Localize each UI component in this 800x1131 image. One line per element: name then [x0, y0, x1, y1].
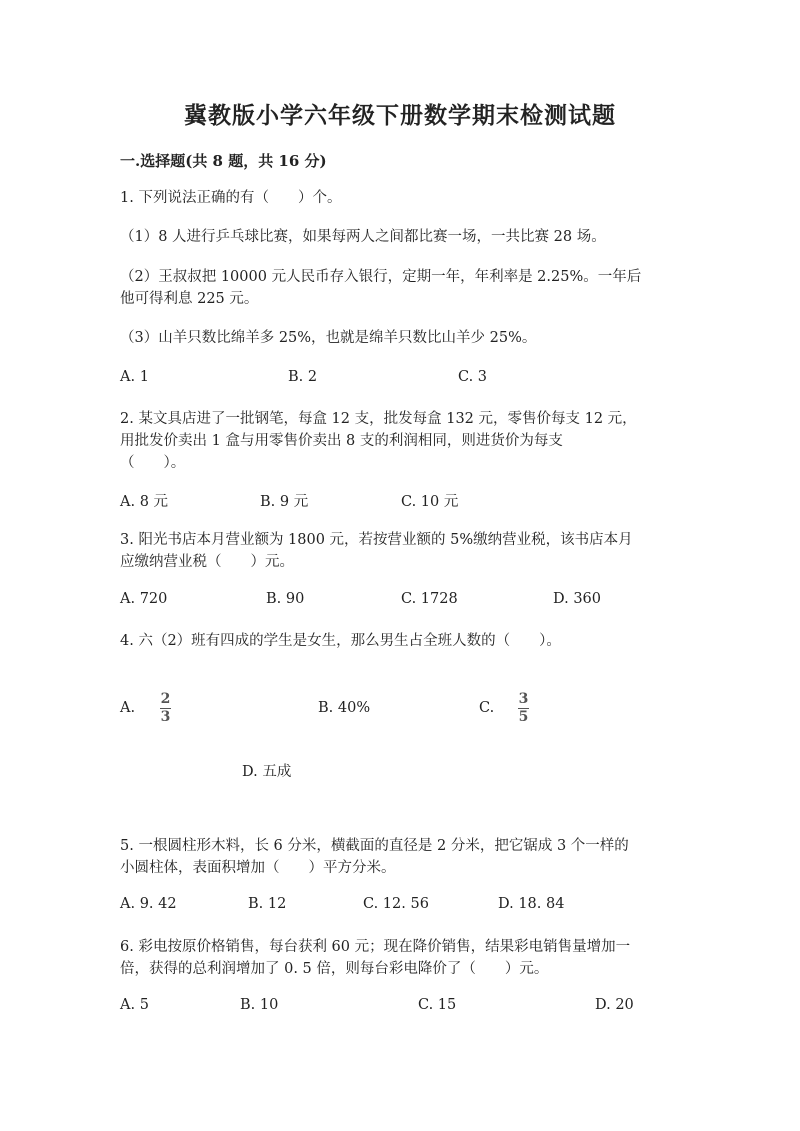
- question-6-option-a[interactable]: A. 5: [120, 997, 149, 1013]
- question-3-line-1: 3. 阳光书店本月营业额为 1800 元，若按营业额的 5%缴纳营业税，该书店本月: [120, 532, 633, 548]
- question-4-stem: 4. 六（2）班有四成的学生是女生，那么男生占全班人数的（ ）。: [120, 633, 561, 649]
- question-4-option-b[interactable]: B. 40%: [318, 700, 371, 716]
- question-3-option-c[interactable]: C. 1728: [401, 591, 458, 607]
- question-1-statement-3: （3）山羊只数比绵羊多 25%，也就是绵羊只数比山羊少 25%。: [120, 330, 537, 346]
- question-3-option-b[interactable]: B. 90: [266, 591, 305, 607]
- question-6-line-1: 6. 彩电按原价格销售，每台获利 60 元；现在降价销售，结果彩电销售量增加一: [120, 939, 631, 955]
- question-4-option-a-fraction: [160, 692, 171, 725]
- question-3-option-d[interactable]: D. 360: [553, 591, 602, 607]
- section-heading: 一.选择题(共 8 题，共 16 分): [120, 152, 327, 170]
- question-1-option-c[interactable]: C. 3: [458, 369, 488, 385]
- question-1-option-a[interactable]: A. 1: [120, 369, 149, 385]
- question-6-option-b[interactable]: B. 10: [240, 997, 279, 1013]
- fraction-denominator: 5: [518, 709, 529, 725]
- question-1-stem: 1. 下列说法正确的有（ ）个。: [120, 190, 342, 206]
- question-1-statement-2-line-1: （2）王叔叔把 10000 元人民币存入银行，定期一年，年利率是 2.25%。一年后: [120, 269, 642, 285]
- page-title: 冀教版小学六年级下册数学期末检测试题: [184, 102, 616, 129]
- question-5-option-c[interactable]: C. 12. 56: [363, 896, 429, 912]
- fraction-denominator: 3: [160, 709, 171, 725]
- question-2-line-3: （ ）。: [120, 455, 186, 471]
- question-2-line-1: 2. 某文具店进了一批钢笔，每盒 12 支，批发每盒 132 元，零售价每支 12 元，: [120, 411, 637, 427]
- question-6-option-c[interactable]: C. 15: [418, 997, 457, 1013]
- question-5-option-a[interactable]: A. 9. 42: [120, 896, 177, 912]
- question-2-option-b[interactable]: B. 9 元: [260, 494, 309, 510]
- question-1-statement-2-line-2: 他可得利息 225 元。: [120, 291, 259, 307]
- question-5-line-1: 5. 一根圆柱形木料，长 6 分米，横截面的直径是 2 分米，把它锯成 3 个一样的: [120, 838, 629, 854]
- question-1-statement-1: （1）8 人进行乒乓球比赛，如果每两人之间都比赛一场，一共比赛 28 场。: [120, 229, 606, 245]
- question-5-option-b[interactable]: B. 12: [248, 896, 287, 912]
- question-2-option-a[interactable]: A. 8 元: [120, 494, 169, 510]
- question-4-option-c[interactable]: [479, 700, 494, 716]
- question-2-line-2: 用批发价卖出 1 盒与用零售价卖出 8 支的利润相同，则进货价为每支: [120, 433, 563, 449]
- question-4-option-c-fraction: [518, 692, 529, 725]
- question-3-line-2: 应缴纳营业税（ ）元。: [120, 554, 294, 570]
- question-6-option-d[interactable]: D. 20: [595, 997, 634, 1013]
- question-6-line-2: 倍，获得的总利润增加了 0. 5 倍，则每台彩电降价了（ ）元。: [120, 961, 549, 977]
- question-2-option-c[interactable]: C. 10 元: [401, 494, 459, 510]
- question-4-option-a-label: A.: [120, 700, 136, 716]
- question-3-option-a[interactable]: A. 720: [120, 591, 168, 607]
- question-5-line-2: 小圆柱体，表面积增加（ ）平方分米。: [120, 860, 396, 876]
- fraction-numerator: 2: [160, 691, 171, 707]
- question-4-option-d[interactable]: D. 五成: [242, 764, 292, 780]
- question-4-option-a[interactable]: [120, 700, 135, 716]
- question-4-option-c-label: C.: [479, 700, 495, 716]
- fraction-numerator: 3: [518, 691, 529, 707]
- question-1-option-b[interactable]: B. 2: [288, 369, 318, 385]
- question-5-option-d[interactable]: D. 18. 84: [498, 896, 565, 912]
